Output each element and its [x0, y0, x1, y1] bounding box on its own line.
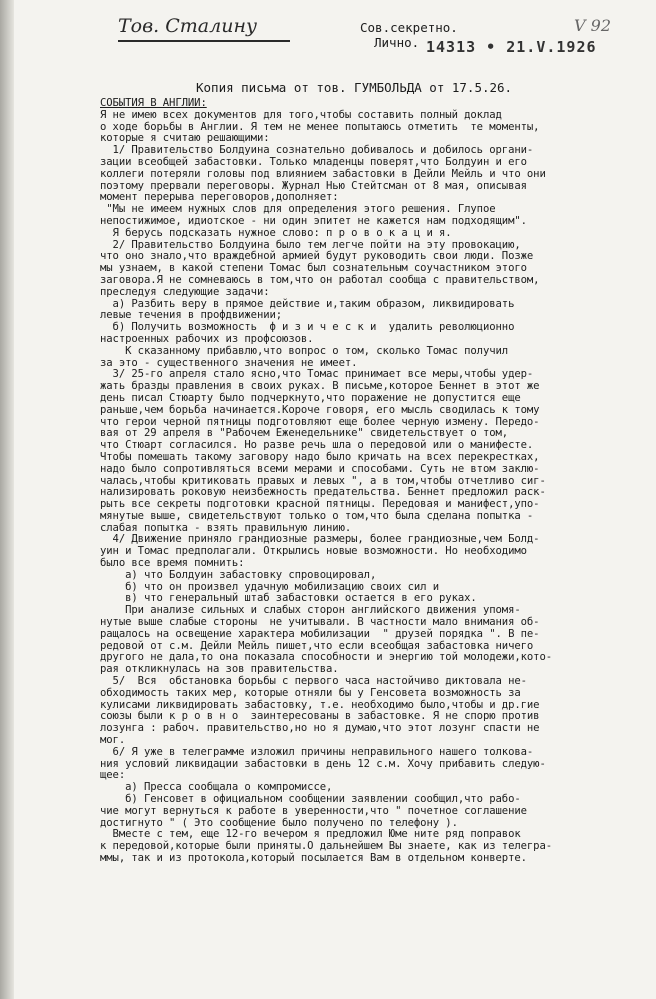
section-heading: СОБЫТИЯ В АНГЛИИ: — [100, 97, 207, 109]
body-line: К сказанному прибавлю,что вопрос о том, сколько Томас получил — [100, 344, 509, 357]
body-line: а) что Болдуин забастовку спровоцировал, — [100, 568, 377, 581]
letter-title: Копия письма от тов. ГУМБОЛЬДА от 17.5.26. — [196, 80, 513, 95]
body-line: союзы были к р о в н о заинтересованы в забастовке. Я не спорю против — [100, 710, 540, 723]
body-line: преследуя следующие задачи: — [100, 285, 270, 298]
body-line: рыть все секреты подготовки красной пятницы. Передовая и манифест,упо- — [100, 498, 540, 511]
handwritten-address: Тов. Сталину — [118, 12, 290, 42]
body-line: чие могут вернуться к работе в уверенности,что " почетное соглашение — [100, 804, 527, 817]
body-line: а) Разбить веру в прямое действие и,таким образом, ликвидировать — [100, 297, 515, 310]
body-line: настроенных рабочих из профсоюзов. — [100, 332, 314, 345]
body-line: мы узнаем, в какой степени Томас был сознательным соучастником этого — [100, 262, 527, 275]
body-line: о ходе борьбы в Англии. Я тем не менее попытаюсь отметить те моменты, — [100, 120, 540, 133]
body-line: 5/ Вся обстановка борьбы с первого часа настойчиво диктовала не- — [100, 675, 527, 688]
body-line: Чтобы помешать такому заговору надо было кричать на всех перекрестках, — [100, 450, 540, 463]
body-line: 4/ Движение приняло грандиозные размеры, более грандиозные,чем Болд- — [100, 533, 540, 546]
body-line: мог. — [100, 734, 126, 747]
body-line: 1/ Правительство Болдуина сознательно добивалось и добилось органи- — [100, 144, 534, 157]
body-line: нутые выше слабые стороны не учитывали. В частности мало внимания об- — [100, 616, 540, 629]
body-line: При анализе сильных и слабых сторон английского движения упомя- — [100, 604, 521, 617]
body-line: чалась,чтобы критиковать правых и левых ", а в том,чтобы отчетливо сиг- — [100, 474, 546, 487]
body-line: Вместе с тем, еще 12-го вечером я предложил Юме ните ряд поправок — [100, 828, 521, 841]
body-line: мянутые выше, свидетельствуют только о том,что была сделана попытка - — [100, 509, 534, 522]
registration-stamp: 14313 • 21.V.1926 — [426, 38, 597, 56]
body-line: ммы, так и из протокола,который посылается Вам в отдельном конверте. — [100, 852, 527, 864]
body-line: слабая попытка - взять правильную линию. — [100, 521, 352, 534]
body-line: б) Получить возможность ф и з и ч е с к и удалить революционно — [100, 321, 515, 334]
margin-mark: V 92 — [574, 16, 611, 35]
body-line: обходимость таких мер, которые отняли бы у Генсовета возможность за — [100, 686, 521, 699]
body-line: поэтому прервали переговоры. Журнал Нью Стейтсман от 8 мая, описывая — [100, 179, 527, 192]
letter-body — [100, 98, 648, 865]
body-line: щее: — [100, 769, 126, 782]
body-line: которые я считаю решающими: — [100, 132, 270, 145]
classification-label: Сов.секретно. — [360, 20, 458, 35]
body-line: "Мы не имеем нужных слов для определения этого решения. Глупое — [100, 203, 496, 216]
body-line: что Стюарт согласился. Но разве речь шла о передовой или о манифесте. — [100, 439, 534, 452]
body-line: левые течения в профдвижении; — [100, 309, 283, 322]
body-line: нализировать роковую неизбежность предательства. Беннет предложил раск- — [100, 486, 546, 499]
body-line: б) Генсовет в официальном сообщении заявлении сообщил,что рабо- — [100, 793, 521, 806]
body-line: уин и Томас предполагали. Открылись новые возможности. Но необходимо — [100, 545, 527, 558]
body-line: вая от 29 апреля в "Рабочем Еженедельнике" свидетельствует о том, — [100, 427, 509, 440]
body-line: ращалось на освещение характера мобилизации " друзей порядка ". В пе- — [100, 627, 540, 640]
body-line: ния условий ликвидации забастовки в день 12 с.м. Хочу прибавить следую- — [100, 757, 546, 770]
body-line: 2/ Правительство Болдуина было тем легче пойти на эту провокацию, — [100, 238, 521, 251]
body-line: 3/ 25-го апреля стало ясно,что Томас принимает все меры,чтобы удер- — [100, 368, 534, 381]
body-line: жать бразды правления в своих руках. В письме,которое Беннет в этот же — [100, 380, 540, 393]
body-line: коллеги потеряли головы под влиянием забастовки в Дейли Мейль и что они — [100, 167, 546, 180]
body-line: непостижимое, идиотское - ни один эпитет не кажется нам подходящим". — [100, 214, 527, 227]
body-line: было все время помнить: — [100, 557, 245, 570]
personal-label: Лично. — [374, 35, 420, 50]
body-line: к передовой,которые были приняты.О дальнейшем Вы знаете, как из телегра- — [100, 840, 553, 853]
body-line: рая откликнулась на зов правительства. — [100, 663, 339, 676]
scan-edge — [0, 0, 14, 999]
body-line: зации всеобщей забастовки. Только младенцы поверят,что Болдуин и его — [100, 155, 527, 168]
body-line: день писал Стюарту было подчеркнуто,что поражение не допустится еще — [100, 391, 521, 404]
body-lines — [100, 110, 648, 865]
body-line: а) Пресса сообщала о компромиссе, — [100, 781, 333, 794]
body-line: раньше,чем борьба начинается.Короче говоря, его мысль сводилась к тому — [100, 403, 540, 416]
body-line: б) что он произвел удачную мобилизацию своих сил и — [100, 580, 440, 593]
body-line: Я берусь подсказать нужное слово: п р о в о к а ц и я. — [100, 226, 452, 239]
body-line: в) что генеральный штаб забастовки остается в его руках. — [100, 592, 477, 605]
body-line: Я не имею всех документов для того,чтобы составить полный доклад — [100, 108, 502, 121]
body-line: редовой от с.м. Дейли Мейль пишет,что если всеобщая забастовка ничего — [100, 639, 534, 652]
body-line: другого не дала,то она показала способности и энергию той молодежи,кото- — [100, 651, 553, 664]
body-line: что оно знало,что враждебной армией будут руководить свои люди. Позже — [100, 250, 534, 263]
body-line: 6/ Я уже в телеграмме изложил причины неправильного нашего толкова- — [100, 745, 534, 758]
body-line: что герои черной пятницы подготовляют еще более черную измену. Передо- — [100, 415, 540, 428]
body-line: надо было сопротивляться всеми мерами и способами. Суть не втом заклю- — [100, 462, 540, 475]
body-line: достигнуто " ( Это сообщение было получено по телефону ). — [100, 816, 458, 829]
body-line: за это - существенного значения не имеет. — [100, 356, 358, 369]
body-line: заговора.Я не сомневаюсь в том,что он работал сообща с правительством, — [100, 273, 540, 286]
body-line: кулисами ликвидировать забастовку, т.е. необходимо было,чтобы и др.гие — [100, 698, 540, 711]
body-line: лозунга : рабоч. правительство,но но я думаю,что этот лозунг спасти не — [100, 722, 540, 735]
body-line: момент перерыва переговоров,дополняет: — [100, 191, 339, 204]
